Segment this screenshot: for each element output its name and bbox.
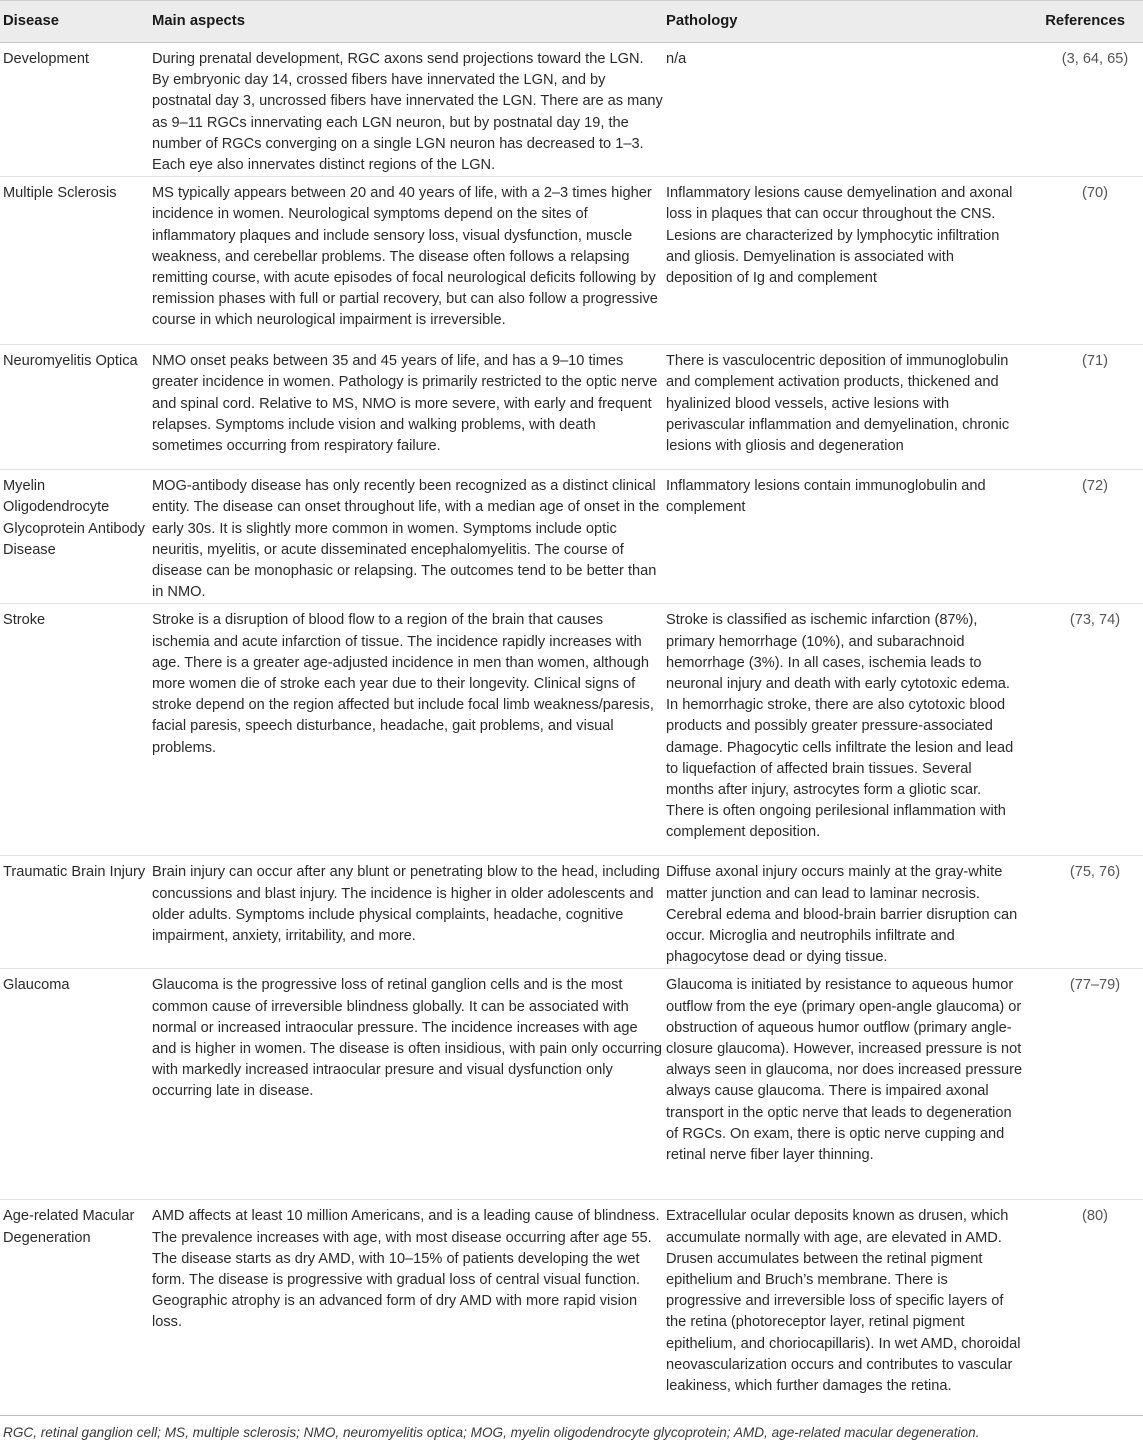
cell-pathology: Inflammatory lesions contain immunoglobulin and complement [663,470,1023,604]
cell-disease: Glaucoma [0,969,149,1200]
cell-pathology: Diffuse axonal injury occurs mainly at the gray-white matter junction and can lead to laminar necrosis. Cerebral edema and blood-brain barrier disruption can occur. Microglia and neutrophils infiltrate and phagocytose dead or dying tissue. [663,856,1023,969]
cell-references: (3, 64, 65) [1023,43,1143,177]
table-row [0,177,1143,345]
cell-main-aspects: MOG-antibody disease has only recently been recognized as a distinct clinical entity. The disease can onset throughout life, with a median age of onset in the early 30s. It is slightly more common in women. Symptoms include optic neuritis, myelitis, or acute disseminated encephalomyelitis. The course of disease can be monophasic or relapsing. The outcomes tend to be better than in NMO. [149,470,663,604]
cell-main-aspects: During prenatal development, RGC axons send projections toward the LGN. By embryonic day 14, crossed fibers have innervated the LGN, and by postnatal day 3, uncrossed fibers have innervated the LGN. There are as many as 9–11 RGCs innervating each LGN neuron, but by postnatal day 19, the number of RGCs converging on a single LGN neuron has decreased to 1–3. Each eye also innervates distinct regions of the LGN. [149,43,663,177]
cell-references: (75, 76) [1023,856,1143,969]
cell-references: (77–79) [1023,969,1143,1200]
cell-main-aspects: Brain injury can occur after any blunt or penetrating blow to the head, including concussions and blast injury. The incidence is higher in older adolescents and older adults. Symptoms include physical complaints, headache, cognitive impairment, anxiety, irritability, and more. [149,856,663,969]
cell-main-aspects: AMD affects at least 10 million Americans, and is a leading cause of blindness. The prevalence increases with age, with most disease occurring after age 55. The disease starts as dry AMD, with 10–15% of patients developing the wet form. The disease is progressive with gradual loss of central visual function. Geographic atrophy is an advanced form of dry AMD with more rapid vision loss. [149,1200,663,1416]
table-row [0,604,1143,856]
cell-disease: Stroke [0,604,149,856]
cell-disease: Traumatic Brain Injury [0,856,149,969]
cell-references: (80) [1023,1200,1143,1416]
cell-references: (70) [1023,177,1143,345]
cell-main-aspects: NMO onset peaks between 35 and 45 years of life, and has a 9–10 times greater incidence in women. Pathology is primarily restricted to the optic nerve and spinal cord. Relative to MS, NMO is more severe, with early and frequent relapses. Symptoms include vision and walking problems, with death sometimes occurring from respiratory failure. [149,345,663,470]
cell-pathology: There is vasculocentric deposition of immunoglobulin and complement activation products, thickened and hyalinized blood vessels, active lesions with perivascular inflammation and demyelination, chronic lesions with gliosis and degeneration [663,345,1023,470]
cell-references: (71) [1023,345,1143,470]
cell-references: (72) [1023,470,1143,604]
table-row [0,470,1143,604]
table-row [0,969,1143,1200]
header-main-aspects: Main aspects [149,1,663,43]
cell-main-aspects: Stroke is a disruption of blood flow to a region of the brain that causes ischemia and acute infarction of tissue. The incidence rapidly increases with age. There is a greater age-adjusted incidence in men than women, although more women die of stroke each year due to their longevity. Clinical signs of stroke depend on the region affected but include focal limb weakness/paresis, facial paresis, speech disturbance, headache, gait problems, and visual problems. [149,604,663,856]
cell-disease: Neuromyelitis Optica [0,345,149,470]
table-row [0,43,1143,177]
cell-pathology: Inflammatory lesions cause demyelination and axonal loss in plaques that can occur throughout the CNS. Lesions are characterized by lymphocytic infiltration and gliosis. Demyelination is associated with deposition of Ig and complement [663,177,1023,345]
table-footnote: RGC, retinal ganglion cell; MS, multiple sclerosis; NMO, neuromyelitis optica; MOG, myelin oligodendrocyte glycoprotein; AMD, age-related macular degeneration. [3,1425,980,1441]
cell-pathology: n/a [663,43,1023,177]
table-header [0,1,1143,43]
table-body [0,43,1143,1416]
header-references: References [1023,1,1143,43]
cell-disease: Multiple Sclerosis [0,177,149,345]
cell-pathology: Glaucoma is initiated by resistance to aqueous humor outflow from the eye (primary open-angle glaucoma) or obstruction of aqueous humor outflow (primary angle-closure glaucoma). However, increased pressure is not always seen in glaucoma, nor does increased pressure always cause glaucoma. There is impaired axonal transport in the optic nerve that leads to degeneration of RGCs. On exam, there is optic nerve cupping and retinal nerve fiber layer thinning. [663,969,1023,1200]
header-pathology: Pathology [663,1,1023,43]
header-row [0,1,1143,43]
cell-disease: Development [0,43,149,177]
cell-main-aspects: MS typically appears between 20 and 40 years of life, with a 2–3 times higher incidence in women. Neurological symptoms depend on the sites of inflammatory plaques and include sensory loss, visual dysfunction, muscle weakness, and cerebellar problems. The disease often follows a relapsing remitting course, with acute episodes of focal neurological deficits following by remission phases with full or partial recovery, but can also follow a progressive course in which neurological impairment is irreversible. [149,177,663,345]
cell-references: (73, 74) [1023,604,1143,856]
cell-main-aspects: Glaucoma is the progressive loss of retinal ganglion cells and is the most common cause of irreversible blindness globally. It can be associated with normal or increased intraocular pressure. The incidence increases with age and is higher in women. The disease is often insidious, with pain only occurring with markedly increased intraocular presure and visual dysfunction only occurring late in disease. [149,969,663,1200]
cell-disease: Myelin Oligodendrocyte Glycoprotein Antibody Disease [0,470,149,604]
table-row [0,1200,1143,1416]
cell-disease: Age-related Macular Degeneration [0,1200,149,1416]
header-disease: Disease [0,1,149,43]
table-row [0,345,1143,470]
cell-pathology: Extracellular ocular deposits known as drusen, which accumulate normally with age, are elevated in AMD. Drusen accumulates between the retinal pigment epithelium and Bruch’s membrane. There is progressive and irreversible loss of specific layers of the retina (photoreceptor layer, retinal pigment epithelium, and choriocapillaris). In wet AMD, choroidal neovascularization occurs and contributes to vascular leakiness, which further damages the retina. [663,1200,1023,1416]
cell-pathology: Stroke is classified as ischemic infarction (87%), primary hemorrhage (10%), and subarachnoid hemorrhage (3%). In all cases, ischemia leads to neuronal injury and death with early cytotoxic edema. In hemorrhagic stroke, there are also cytotoxic blood products and possibly greater pressure-associated damage. Phagocytic cells infiltrate the lesion and lead to liquefaction of affected brain tissues. Several months after injury, astrocytes form a gliotic scar. There is often ongoing perilesional inflammation with complement deposition. [663,604,1023,856]
table-row [0,856,1143,969]
